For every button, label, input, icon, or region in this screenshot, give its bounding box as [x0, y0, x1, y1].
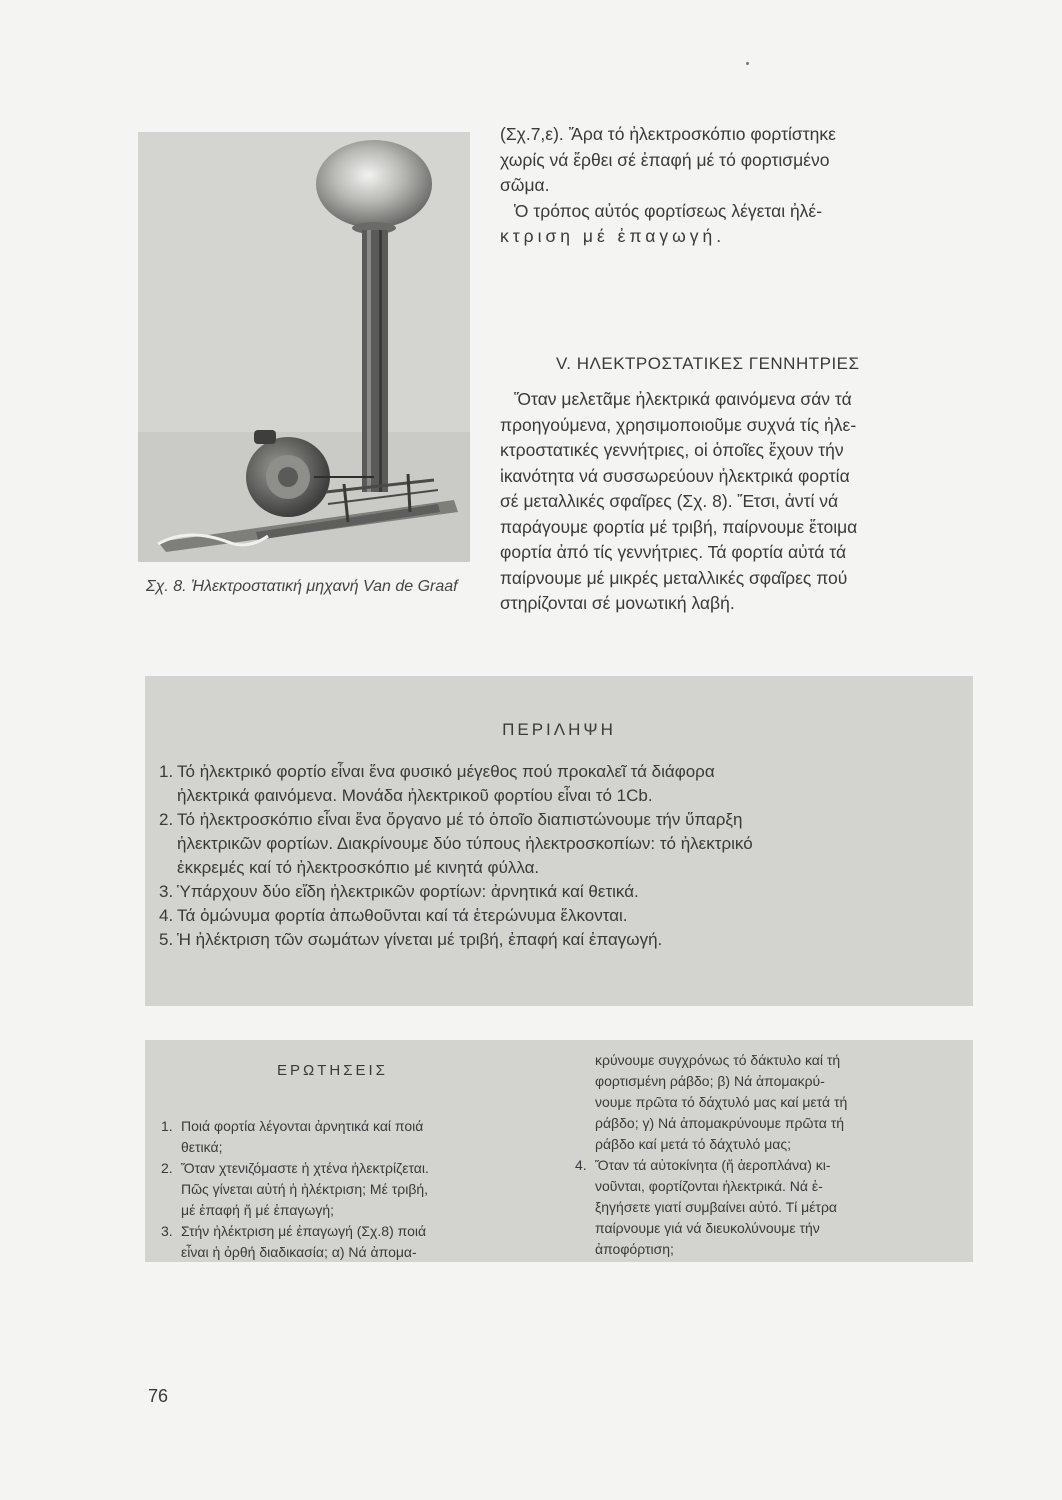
item-number: 1.: [161, 1118, 173, 1134]
summary-list: [159, 760, 959, 952]
item-number: 2.: [161, 1160, 173, 1176]
text-line: ράβδο; γ) Νά ἀπομακρύνουμε πρῶτα τή: [595, 1115, 845, 1131]
text-line: Ποιά φορτία λέγονται ἀρνητικά καί ποιά: [181, 1118, 424, 1134]
figure-caption: Σχ. 8. Ἠλεκτροστατική μηχανή Van de Graaf: [146, 578, 458, 595]
summary-item: [159, 880, 959, 904]
question-item: [161, 1116, 561, 1158]
question-item: [161, 1221, 561, 1263]
text-line: παίρνουμε γιά νά διευκολύνουμε τήν: [595, 1220, 820, 1236]
text-line: Τό ἠλεκτρικό φορτίο εἶναι ἕνα φυσικό μέγεθος πού προκαλεῖ τά διάφορα: [177, 762, 715, 781]
text-line: Ὅταν μελετᾶμε ἠλεκτρικά φαινόμενα σάν τά: [514, 389, 852, 409]
text-line: Τό ἠλεκτροσκόπιο εἶναι ἕνα ὄργανο μέ τό ὁποῖο διαπιστώνουμε τήν ὕπαρξη: [177, 810, 743, 829]
text-line: ἐκκρεμές καί τό ἠλεκτροσκόπιο μέ κινητά φύλλα.: [177, 858, 540, 877]
item-number: 4.: [159, 906, 174, 925]
text-line: Στήν ἠλέκτριση μέ ἐπαγωγή (Σχ.8) ποιά: [181, 1223, 427, 1239]
text-line: Ὅταν τά αὐτοκίνητα (ἤ ἀεροπλάνα) κι-: [595, 1157, 831, 1173]
text-line: εἶναι ἡ ὀρθή διαδικασία; α) Νά ἀπομα-: [181, 1244, 417, 1260]
text-line: Ὁ τρόπος αὐτός φορτίσεως λέγεται ἠλέ-: [514, 200, 823, 221]
text-line: Πῶς γίνεται αὐτή ἡ ἠλέκτριση; Μέ τριβή,: [181, 1181, 429, 1197]
summary-item: [159, 760, 959, 808]
speck: [746, 62, 749, 65]
questions-title: ΕΡΩΤΗΣΕΙΣ: [277, 1062, 388, 1079]
text-line: φορτισμένη ράβδο; β) Νά ἀπομακρύ-: [595, 1073, 825, 1089]
question-item: [575, 1155, 965, 1260]
text-line: Ὑπάρχουν δύο εἴδη ἠλεκτρικῶν φορτίων: ἀρνητικά καί θετικά.: [177, 882, 639, 901]
page-number: 76: [148, 1386, 169, 1406]
text-line: φορτία ἀπό τίς γεννήτριες. Τά φορτία αὐτά τά: [500, 542, 847, 562]
item-number: 4.: [575, 1157, 587, 1173]
text-line: στηρίζονται σέ μονωτική λαβή.: [500, 593, 735, 613]
summary-title: ΠΕΡΙΛΗΨΗ: [502, 720, 616, 739]
text-line: μέ ἐπαφή ἤ μέ ἐπαγωγή;: [181, 1202, 335, 1218]
text-line: σῶμα.: [500, 175, 550, 195]
text-line: Τά ὁμώνυμα φορτία ἀπωθοῦνται καί τά ἑτερώνυμα ἕλκονται.: [177, 906, 628, 925]
text-line: ἱκανότητα νά συσσωρεύουν ἠλεκτρικά φορτία: [500, 465, 850, 486]
top-paragraph: [500, 122, 980, 250]
text-line: Ὅταν χτενιζόμαστε ἡ χτένα ἠλεκτρίζεται.: [181, 1160, 429, 1176]
item-number: 5.: [159, 930, 174, 949]
text-line: ἠλεκτρικά φαινόμενα. Μονάδα ἠλεκτρικοῦ φορτίου εἶναι τό 1Cb.: [177, 786, 653, 805]
text-line: σέ μεταλλικές σφαῖρες (Σχ. 8). Ἔτσι, ἀντί νά: [500, 491, 839, 511]
text-line: προηγούμενα, χρησιμοποιοῦμε συχνά τίς ἠλε-: [500, 414, 857, 435]
item-number: 3.: [161, 1223, 173, 1239]
van-de-graaff-photo: [138, 132, 470, 562]
text-line: θετικά;: [181, 1139, 223, 1155]
text-line: παράγουμε φορτία μέ τριβή, παίρνουμε ἕτοιμα: [500, 516, 858, 537]
text-line: χωρίς νά ἔρθει σέ ἐπαφή μέ τό φορτισμένο: [500, 149, 830, 170]
questions-box: [145, 1040, 973, 1262]
text-line: ἀποφόρτιση;: [595, 1241, 674, 1257]
section-body: [500, 387, 980, 617]
text-line: ἠλεκτρικῶν φορτίων. Διακρίνουμε δύο τύπους ἠλεκτροσκοπίων: τό ἠλεκτρικό: [177, 834, 753, 853]
text-line: νουμε πρῶτα τό δάχτυλό μας καί μετά τή: [595, 1094, 848, 1110]
summary-item: [159, 904, 959, 928]
text-line: Ἡ ἠλέκτριση τῶν σωμάτων γίνεται μέ τριβή, ἐπαφή καί ἐπαγωγή.: [177, 930, 663, 949]
section-heading: V. ΗΛΕΚΤΡΟΣΤΑΤΙΚΕΣ ΓΕΝΝΗΤΡΙΕΣ: [556, 354, 860, 373]
summary-item: [159, 808, 959, 880]
questions-left-column: [161, 1116, 561, 1263]
item-number: 1.: [159, 762, 174, 781]
text-line: νοῦνται, φορτίζονται ἠλεκτρικά. Νά ἐ-: [595, 1178, 823, 1194]
question-item: [161, 1158, 561, 1221]
text-line: (Σχ.7,ε). Ἄρα τό ἠλεκτροσκόπιο φορτίστηκε: [500, 124, 836, 144]
questions-right-column: [575, 1050, 965, 1260]
text-line: ξηγήσετε γιατί συμβαίνει αὐτό. Τί μέτρα: [595, 1199, 838, 1215]
text-line: κρύνουμε συγχρόνως τό δάκτυλο καί τή: [595, 1052, 841, 1068]
item-number: 3.: [159, 882, 174, 901]
text-line: κτριση μέ ἐπαγωγή.: [500, 226, 726, 246]
text-line: παίρνουμε μέ μικρές μεταλλικές σφαῖρες πού: [500, 567, 848, 588]
text-line: κτροστατικές γεννήτριες, οἱ ὁποῖες ἔχουν τήν: [500, 440, 844, 460]
summary-item: [159, 928, 959, 952]
item-number: 2.: [159, 810, 174, 829]
question-continuation: [575, 1050, 965, 1155]
summary-box: [145, 676, 973, 1006]
generator-illustration: [138, 132, 470, 562]
text-line: ράβδο καί μετά τό δάχτυλό μας;: [595, 1136, 792, 1152]
